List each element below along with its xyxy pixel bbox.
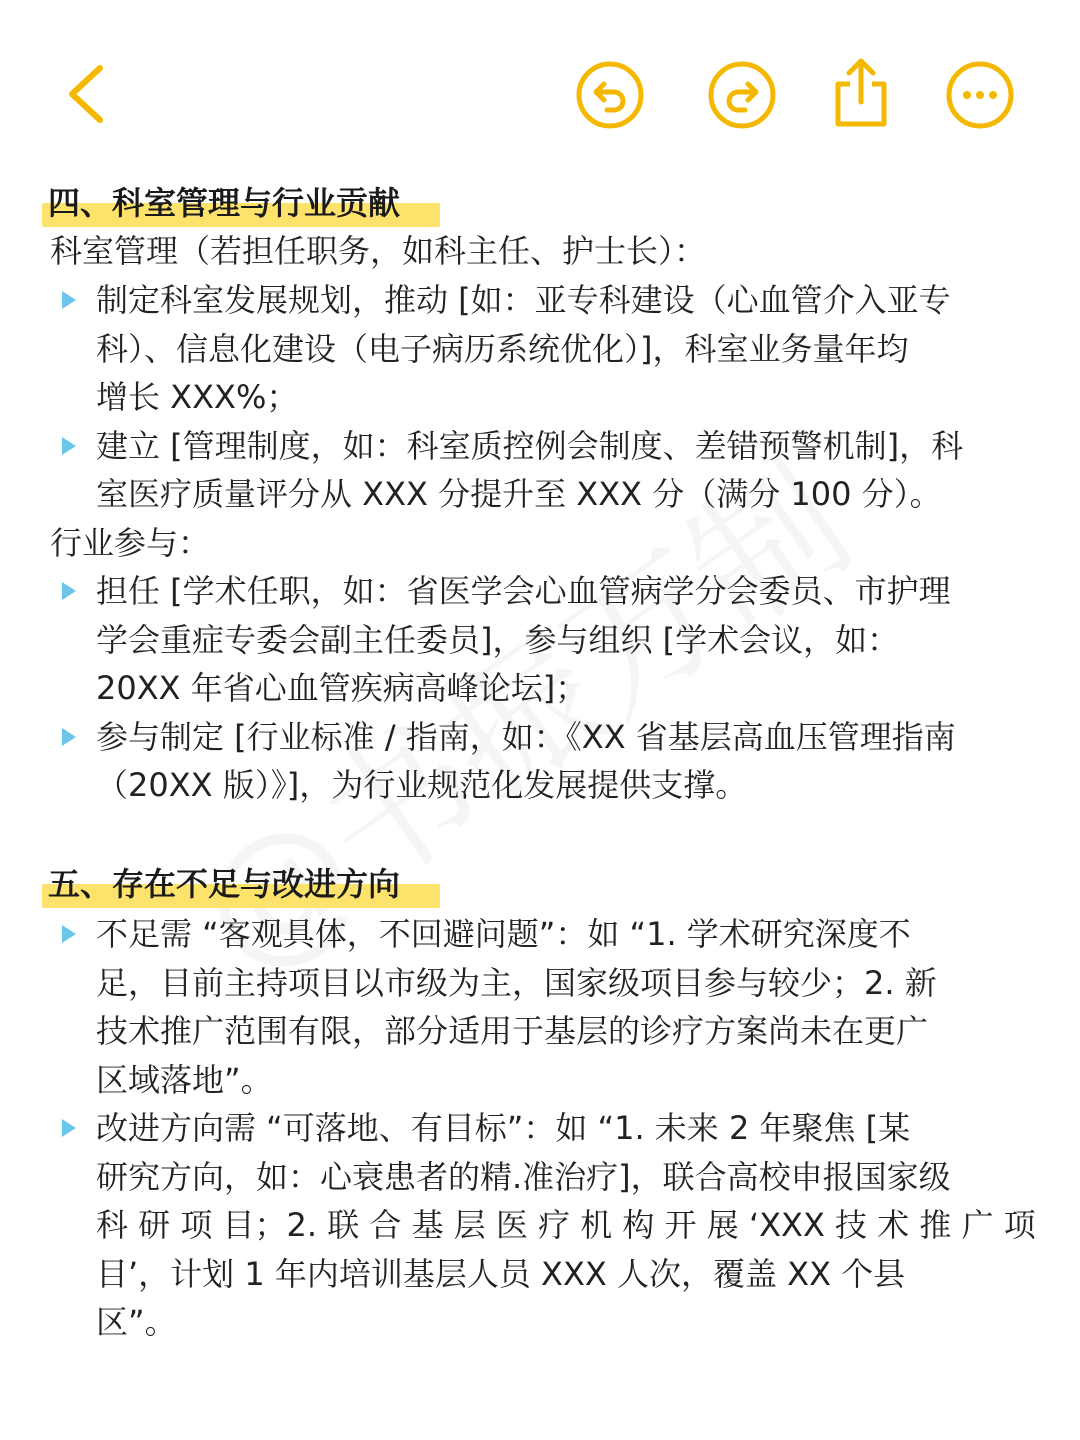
list-item-line: 20XX 年省心血管疾病高峰论坛]；: [96, 669, 588, 707]
list-item-line: 研究方向，如：心衰患者的精.准治疗]，联合高校申报国家级: [96, 1157, 951, 1196]
bullet-icon: [62, 925, 76, 943]
redo-button[interactable]: [706, 59, 778, 131]
list-item-line: 科 研 项 目；2. 联 合 基 层 医 疗 机 构 开 展 ‘XXX 技 术 推 广 项: [96, 1206, 1036, 1244]
chevron-left-icon: [62, 62, 112, 126]
top-toolbar: [0, 0, 1080, 150]
list-item-line: 改进方向需 “可落地、有目标”：如 “1. 未来 2 年聚焦 [某: [96, 1109, 911, 1147]
share-button[interactable]: [830, 56, 892, 128]
list-item-line: 参与制定 [行业标准 / 指南，如：《XX 省基层高血压管理指南: [96, 717, 956, 756]
undo-icon: [574, 59, 646, 131]
more-button[interactable]: [944, 59, 1016, 131]
management-label: 科室管理（若担任职务，如科主任、护士长）：: [50, 232, 707, 270]
section-title: 四、科室管理与行业贡献: [48, 184, 401, 222]
list-item-line: 不足需 “客观具体，不回避问题”：如 “1. 学术研究深度不: [96, 915, 911, 953]
list-item-line: 增长 XXX%；: [96, 378, 299, 416]
list-item-line: 目’，计划 1 年内培训基层人员 XXX 人次，覆盖 XX 个县: [96, 1254, 906, 1293]
industry-label: 行业参与：: [50, 523, 211, 562]
list-item-line: 科）、信息化建设（电子病历系统优化）]，科室业务量年均: [96, 329, 909, 368]
list-item-line: 学会重症专委会副主任委员]，参与组织 [学术会议，如：: [96, 620, 900, 659]
bullet-icon: [62, 291, 76, 309]
undo-button[interactable]: [574, 59, 646, 131]
more-icon: [944, 59, 1016, 131]
redo-icon: [706, 59, 778, 131]
list-item-line: 制定科室发展规划，推动 [如：亚专科建设（心血管介入亚专: [96, 281, 951, 319]
list-item-line: 足，目前主持项目以市级为主，国家级项目参与较少；2. 新: [96, 963, 937, 1002]
list-item-line: 担任 [学术任职，如：省医学会心血管病学分会委员、市护理: [96, 572, 951, 610]
bullet-icon: [62, 437, 76, 455]
list-item-line: 室医疗质量评分从 XXX 分提升至 XXX 分（满分 100 分）。: [96, 475, 942, 513]
list-item-line: （20XX 版）》]，为行业规范化发展提供支撑。: [96, 766, 748, 804]
bullet-icon: [62, 728, 76, 746]
list-item-line: 建立 [管理制度，如：科室质控例会制度、差错预警机制]，科: [96, 426, 964, 465]
share-icon: [830, 56, 892, 128]
list-item-line: 区”。: [96, 1303, 177, 1341]
list-item-line: 区域落地”。: [96, 1060, 273, 1099]
bullet-icon: [62, 1119, 76, 1137]
bullet-icon: [62, 582, 76, 600]
back-button[interactable]: [62, 62, 112, 126]
list-item-line: 技术推广范围有限，部分适用于基层的诊疗方案尚未在更广: [96, 1012, 929, 1050]
section-title: 五、存在不足与改进方向: [48, 865, 401, 903]
